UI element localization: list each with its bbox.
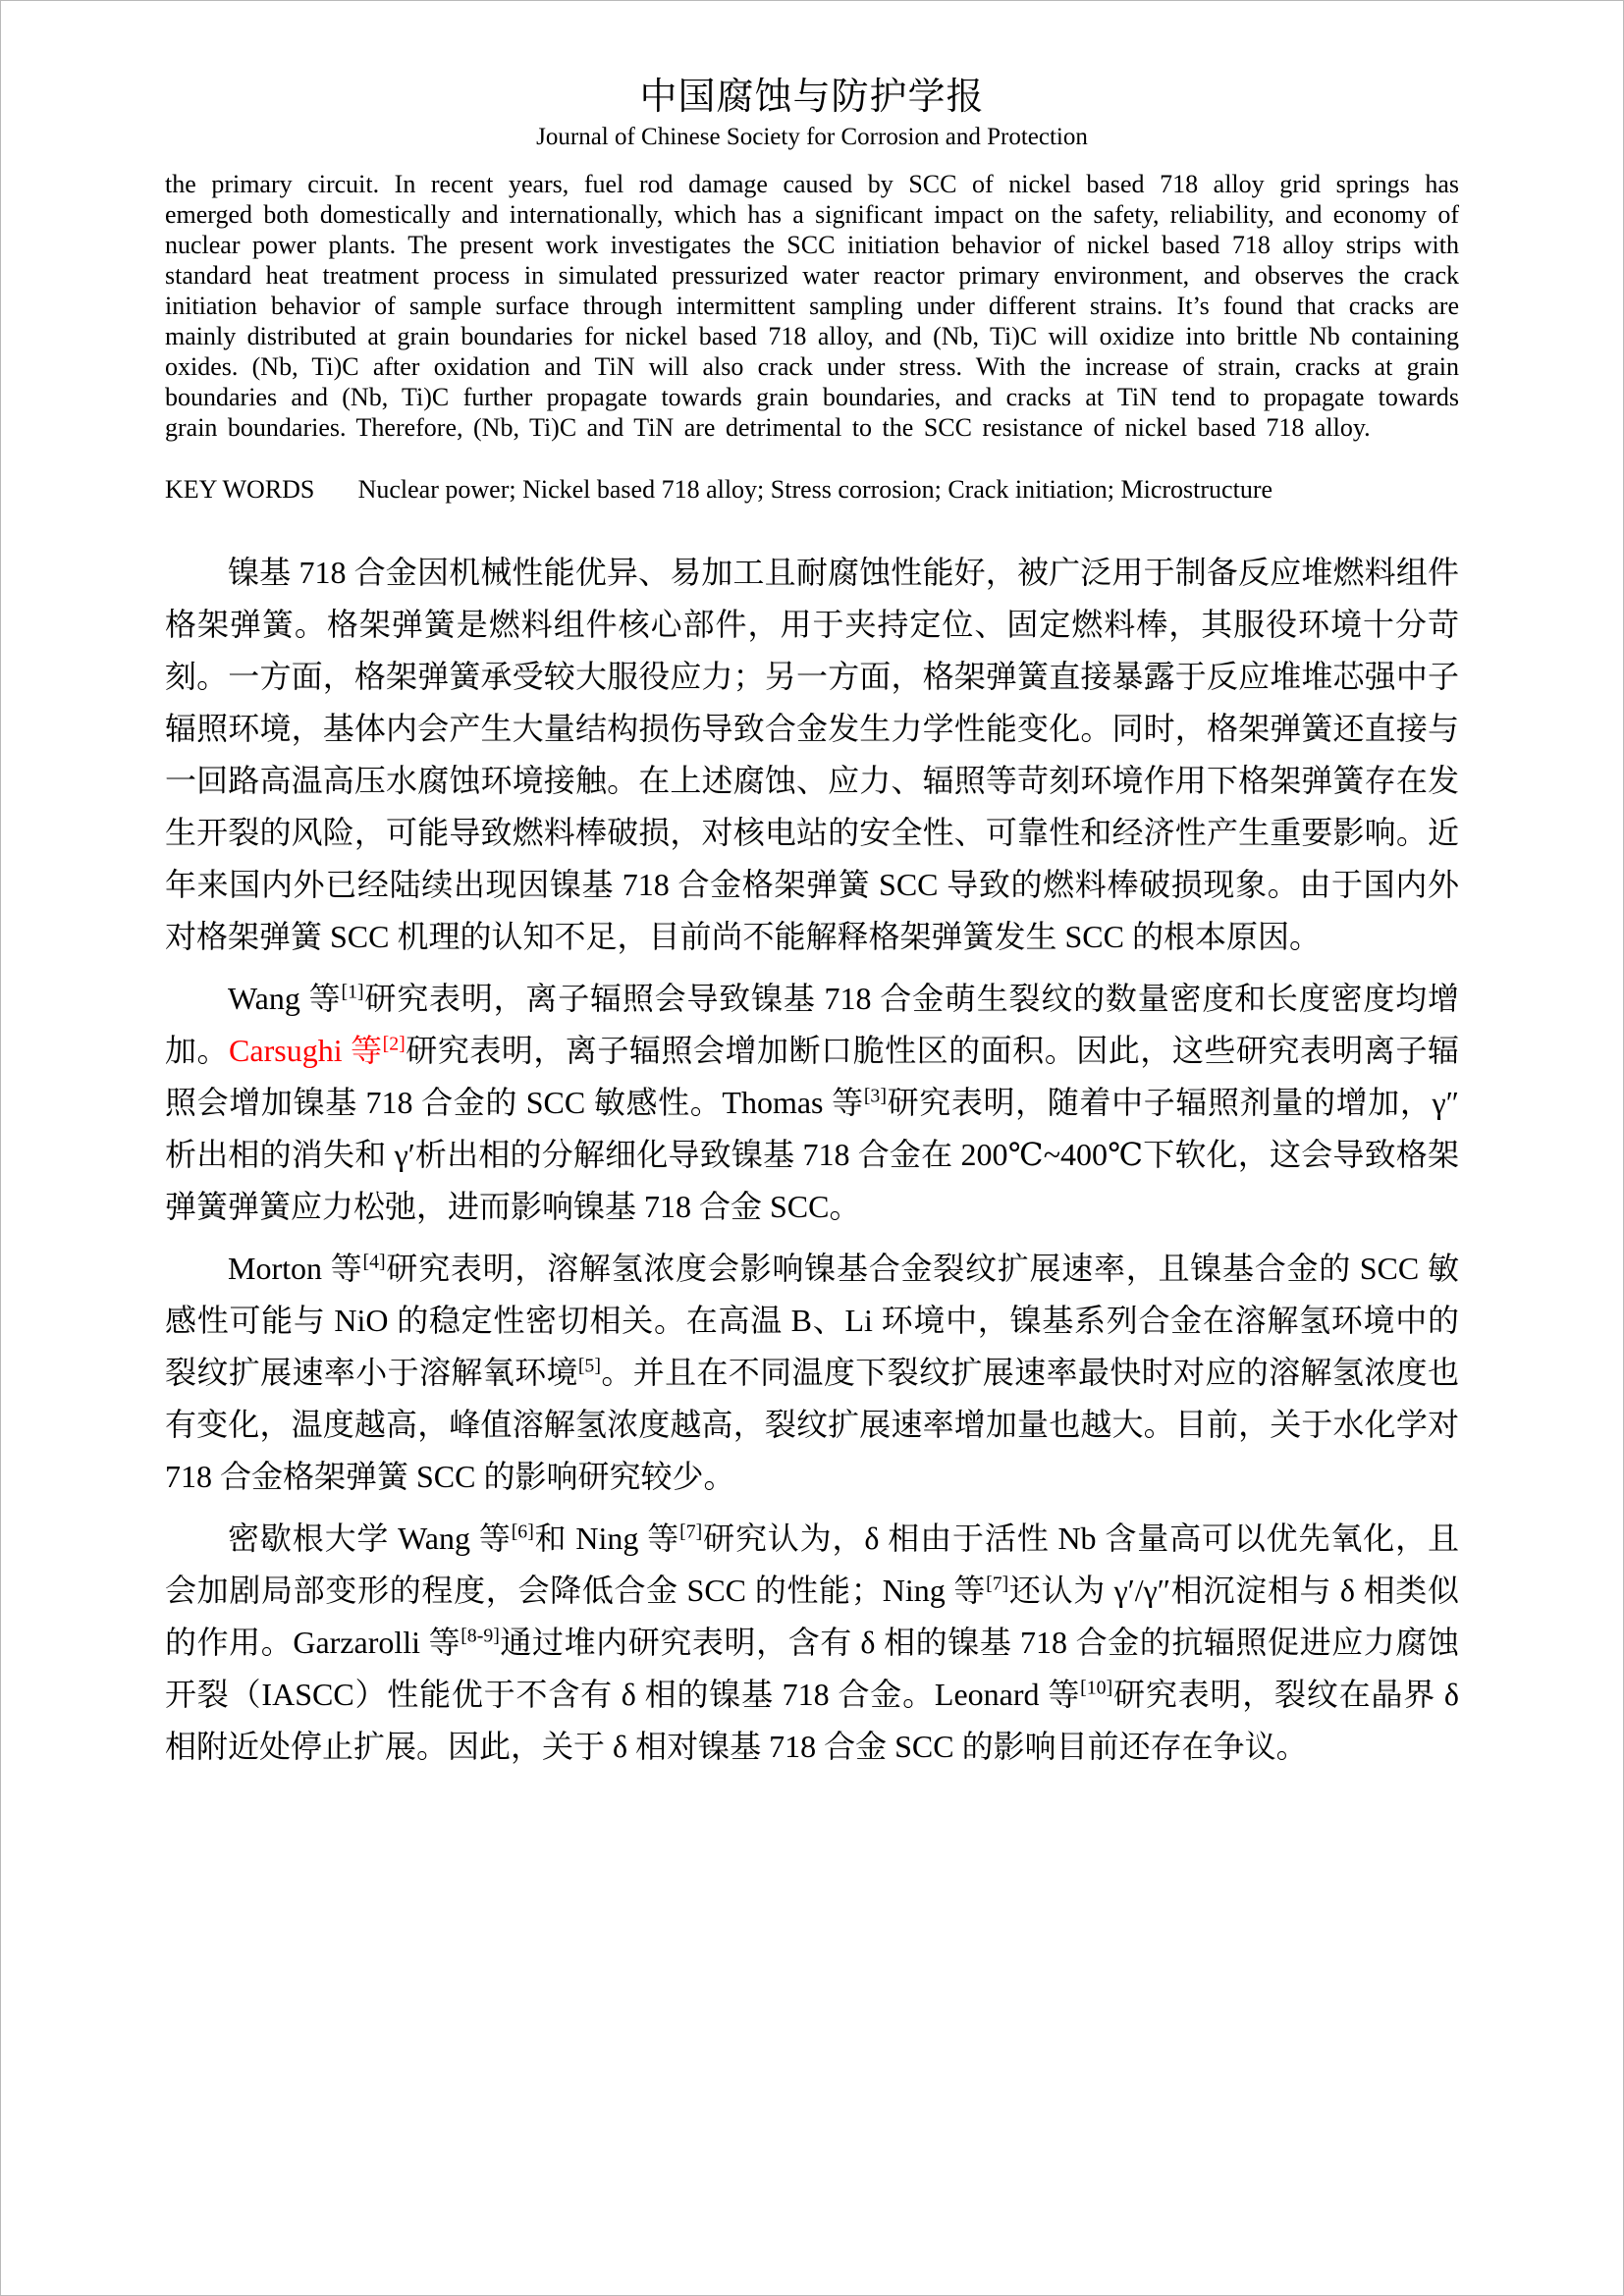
body-paragraph	[165, 547, 1459, 963]
journal-title-english: Journal of Chinese Society for Corrosion and Protection	[536, 124, 1088, 150]
reference-superscript: [1]	[341, 981, 364, 1003]
keywords-paragraph	[165, 472, 1459, 507]
body-paragraph	[165, 973, 1459, 1233]
text-segment: 研究表明，溶解氢浓度会影响镍基合金裂纹扩展速率，且镍基合金的 SCC 敏感性可能与 NiO 的稳定性密切相关。在高温 B、Li 环境中，镍基系列合金在溶解氢环境中的裂纹扩展速率小于溶解氧环境	[165, 1251, 1459, 1390]
reference-superscript: [7]	[679, 1521, 703, 1543]
text-segment: 镍基 718 合金因机械性能优异、易加工且耐腐蚀性能好，被广泛用于制备反应堆燃料组件格架弹簧。格架弹簧是燃料组件核心部件，用于夹持定位、固定燃料棒，其服役环境十分苛刻。一方面，格架弹簧承受较大服役应力；另一方面，格架弹簧直接暴露于反应堆堆芯强中子辐照环境，基体内会产生大量结构损伤导致合金发生力学性能变化。同时，格架弹簧还直接与一回路高温高压水腐蚀环境接触。在上述腐蚀、应力、辐照等苛刻环境作用下格架弹簧存在发生开裂的风险，可能导致燃料棒破损，对核电站的安全性、可靠性和经济性产生重要影响。近年来国内外已经陆续出现因镍基 718 合金格架弹簧 SCC 导致的燃料棒破损现象。由于国内外对格架弹簧 SCC 机理的认知不足，目前尚不能解释格架弹簧发生 SCC 的根本原因。	[165, 555, 1459, 954]
keywords-text: Nuclear power; Nickel based 718 alloy; Stress corrosion; Crack initiation; Microstructure	[357, 475, 1273, 504]
body-paragraph	[165, 1513, 1459, 1773]
body-paragraphs	[165, 547, 1459, 1773]
abstract-continuation-paragraph: the primary circuit. In recent years, fuel rod damage caused by SCC of nickel based 718 alloy grid springs has emerged both domestically and internationally, which has a significant impact on the safety, reliability, and economy of nuclear power plants. The present work investigates the SCC initiation behavior of nickel based 718 alloy strips with standard heat treatment process in simulated pressurized water reactor primary environment, and observes the crack initiation behavior of sample surface through intermittent sampling under different strains. It’s found that cracks are mainly distributed at grain boundaries for nickel based 718 alloy, and (Nb, Ti)C will oxidize into brittle Nb containing oxides. (Nb, Ti)C after oxidation and TiN will also crack under stress. With the increase of strain, cracks at grain boundaries and (Nb, Ti)C further propagate towards grain boundaries, and cracks at TiN tend to propagate towards grain boundaries. Therefore, (Nb, Ti)C and TiN are detrimental to the SCC resistance of nickel based 718 alloy.	[165, 170, 1459, 442]
text-segment: 通过堆内研究表明，含有 δ 相的镍基 718 合金的抗辐照促进应力腐蚀开裂（IASCC）性能优于不含有 δ 相的镍基 718 合金。Leonard 等	[165, 1625, 1459, 1712]
reference-superscript: [6]	[511, 1521, 534, 1543]
reference-superscript: [8-9]	[460, 1625, 500, 1647]
reference-superscript: [2]	[382, 1033, 406, 1055]
keywords-label: KEY WORDS	[165, 475, 315, 504]
text-segment: 。并且在不同温度下裂纹扩展速率最快时对应的溶解氢浓度也有变化，温度越高，峰值溶解氢浓度越高，裂纹扩展速率增加量也越大。目前，关于水化学对 718 合金格架弹簧 SCC 的影响研究较少。	[165, 1355, 1459, 1494]
text-segment: Morton 等	[228, 1251, 363, 1286]
reference-superscript: [7]	[986, 1573, 1009, 1595]
reference-superscript: [4]	[362, 1251, 386, 1273]
text-segment: 还认为 γ′/γ″相沉淀相与 δ 相类似的作用。Garzarolli 等	[165, 1573, 1459, 1660]
text-segment: 研究认为，δ 相由于活性 Nb 含量高可以优先氧化，且会加剧局部变形的程度，会降低合金 SCC 的性能；Ning 等	[165, 1521, 1459, 1608]
text-segment: 研究表明，离子辐照会导致镍基 718 合金萌生裂纹的数量密度和长度密度均增加。	[165, 981, 1459, 1068]
text-segment: 研究表明，离子辐照会增加断口脆性区的面积。因此，这些研究表明离子辐照会增加镍基 718 合金的 SCC 敏感性。Thomas 等	[165, 1033, 1459, 1120]
body-paragraph	[165, 1243, 1459, 1503]
text-segment: 研究表明，裂纹在晶界 δ 相附近处停止扩展。因此，关于 δ 相对镍基 718 合金 SCC 的影响目前还存在争议。	[165, 1677, 1459, 1764]
text-segment: Carsughi 等	[229, 1033, 383, 1068]
text-segment: Wang 等	[228, 981, 342, 1016]
text-segment: 密歇根大学 Wang 等	[228, 1521, 512, 1556]
reference-superscript: [5]	[577, 1355, 601, 1377]
reference-superscript: [3]	[863, 1085, 887, 1107]
text-segment: 和 Ning 等	[533, 1521, 680, 1556]
reference-superscript: [10]	[1080, 1677, 1113, 1699]
journal-title-chinese: 中国腐蚀与防护学报	[639, 77, 985, 118]
text-segment: 研究表明，随着中子辐照剂量的增加，γ″析出相的消失和 γ′析出相的分解细化导致镍基 718 合金在 200℃~400℃下软化，这会导致格架弹簧弹簧应力松弛，进而影响镍基 718 合金 SCC。	[165, 1085, 1459, 1224]
